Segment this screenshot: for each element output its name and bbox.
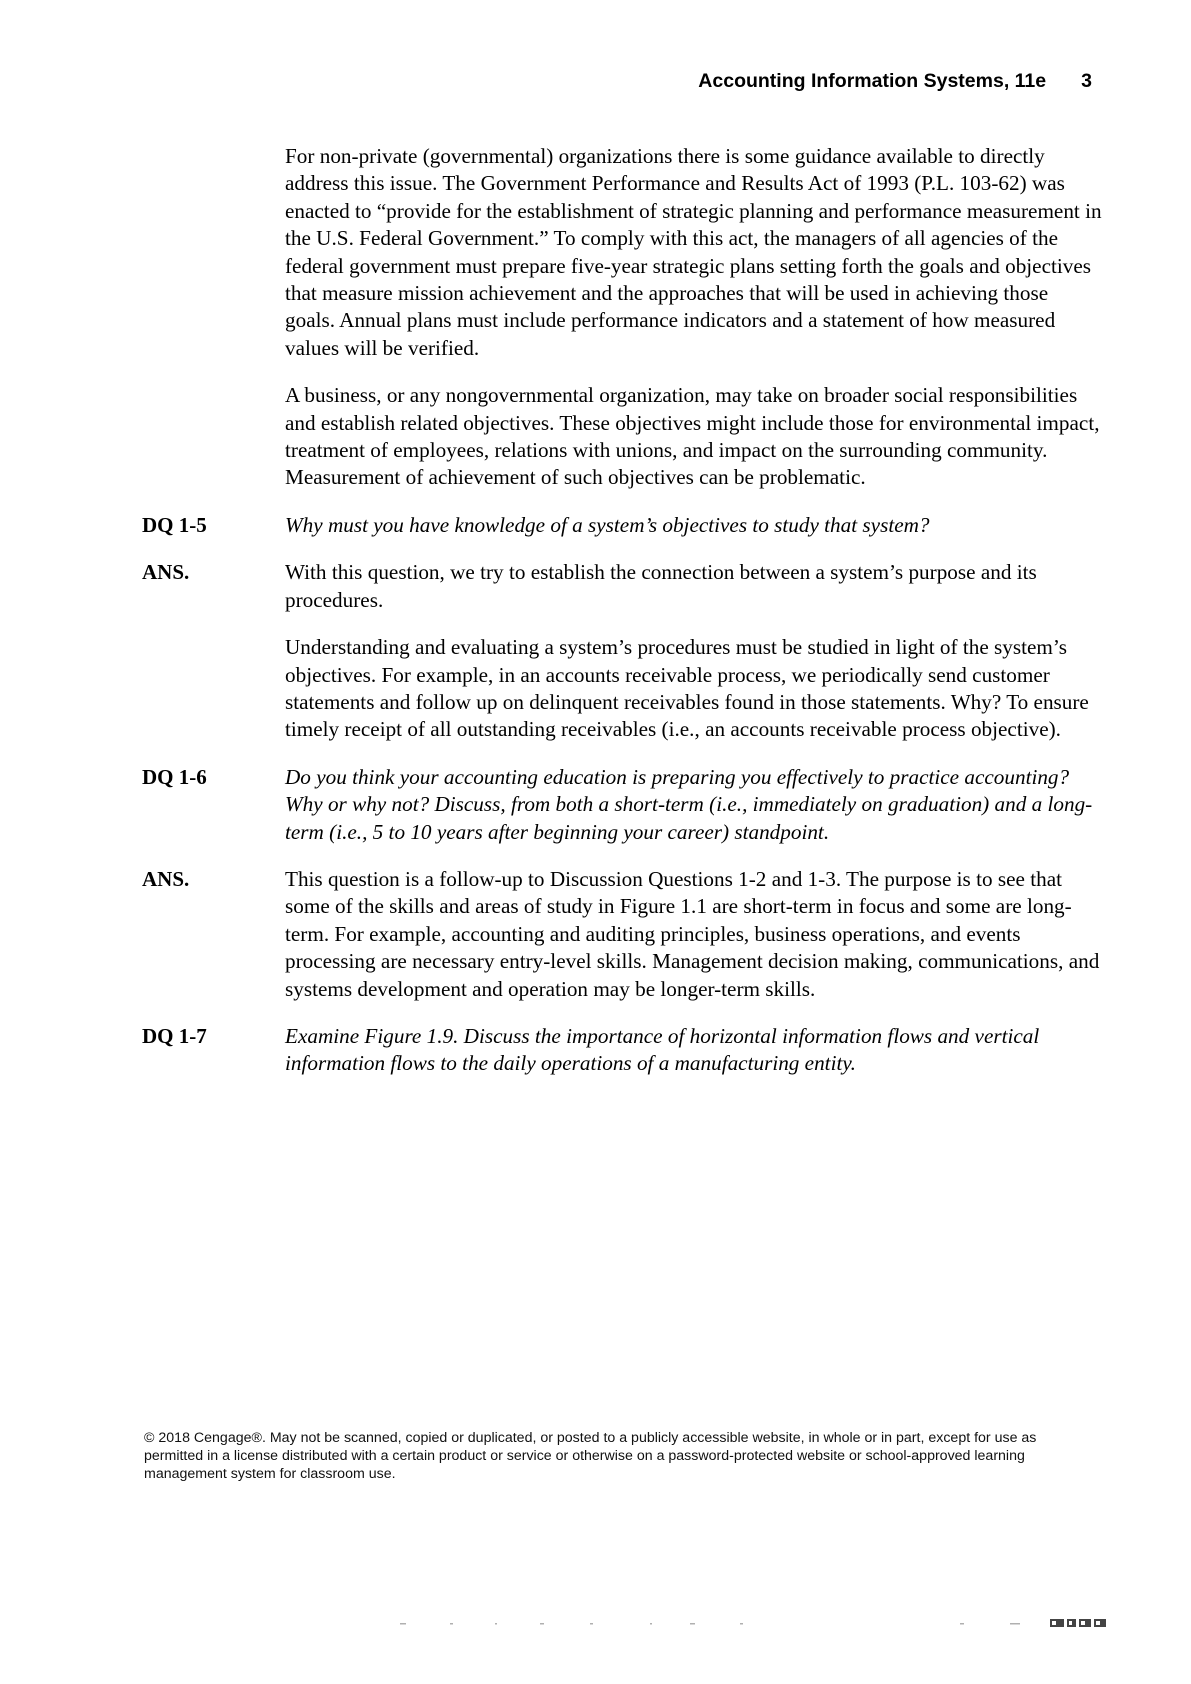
intro-paragraph: For non-private (governmental) organizations there is some guidance available to directly address this issue. The Government Performance and Results Act of 1993 (P.L. 103-62) was enacted to “provide for the establishment of strategic planning and performance measurement in the U.S. Federal Government.” To comply with this act, the managers of all agencies of the federal government must prepare five-year strategic plans setting forth the goals and objectives that measure mission achievement and the approaches that will be used in achieving those goals. Annual plans must include performance indicators and a statement of how measured values will be verified. [285,144,1102,360]
question-text: Do you think your accounting education is preparing you effectively to practice accounting? Why or why not? Discuss, from both a short-term (i.e., immediately on graduation) and a long-term (i.e., 5 to 10 years after beginning your career) standpoint. [285,764,1093,844]
answer-label: ANS. [142,866,190,891]
answer-label: ANS. [142,560,190,585]
dq-1-7-question [142,1023,1102,1078]
page-header [698,70,1092,93]
book-title: Accounting Information Systems, 11e [698,70,1047,92]
answer-content [285,559,1102,743]
answer-paragraph: This question is a follow-up to Discussion Questions 1-2 and 1-3. The purpose is to see that some of the skills and areas of study in Figure 1.1 are short-term in focus and some are long-term. For example, accounting and auditing principles, business operations, and events processing are necessary entry-level skills. Management decision making, communications, and systems development and operation may be longer-term skills. [285,866,1100,1001]
dq-1-6-answer [142,866,1102,1003]
dq-1-5-answer [142,559,1102,743]
question-text: Why must you have knowledge of a system’s objectives to study that system? [285,512,930,537]
question-label: DQ 1-7 [142,1023,207,1048]
scan-artifact-marks [400,1619,1110,1627]
question-label: DQ 1-5 [142,512,207,537]
answer-paragraph: With this question, we try to establish the connection between a system’s purpose and its procedures. [285,560,1037,612]
dq-1-6-question [142,764,1102,846]
question-text: Examine Figure 1.9. Discuss the importance of horizontal information flows and vertical information flows to the daily operations of a manufacturing entity. [285,1023,1040,1076]
page-number: 3 [1081,70,1092,92]
body-text [142,143,1102,1098]
dq-1-5-question [142,512,1102,539]
answer-paragraph: Understanding and evaluating a system’s procedures must be studied in light of the system’s objectives. For example, in an accounts receivable process, we periodically send customer statements and follow up on delinquent receivables found in those statements. Why? To ensure timely receipt of all outstanding receivables (i.e., an accounts receivable process objective). [285,635,1089,742]
copyright-notice: © 2018 Cengage®. May not be scanned, copied or duplicated, or posted to a publicly accessible website, in whole or in part, except for use as permitted in a license distributed with a certain product or service or otherwise on a password-protected website or school-approved learning management system for classroom use. [144,1430,1037,1482]
intro-section [142,143,1102,492]
question-label: DQ 1-6 [142,764,207,789]
answer-content [285,866,1102,1003]
intro-paragraph: A business, or any nongovernmental organization, may take on broader social responsibilities and establish related objectives. These objectives might include those for environmental impact, treatment of employees, relations with unions, and impact on the surrounding community. Measurement of achievement of such objectives can be problematic. [285,383,1100,490]
intro-content [285,143,1102,492]
